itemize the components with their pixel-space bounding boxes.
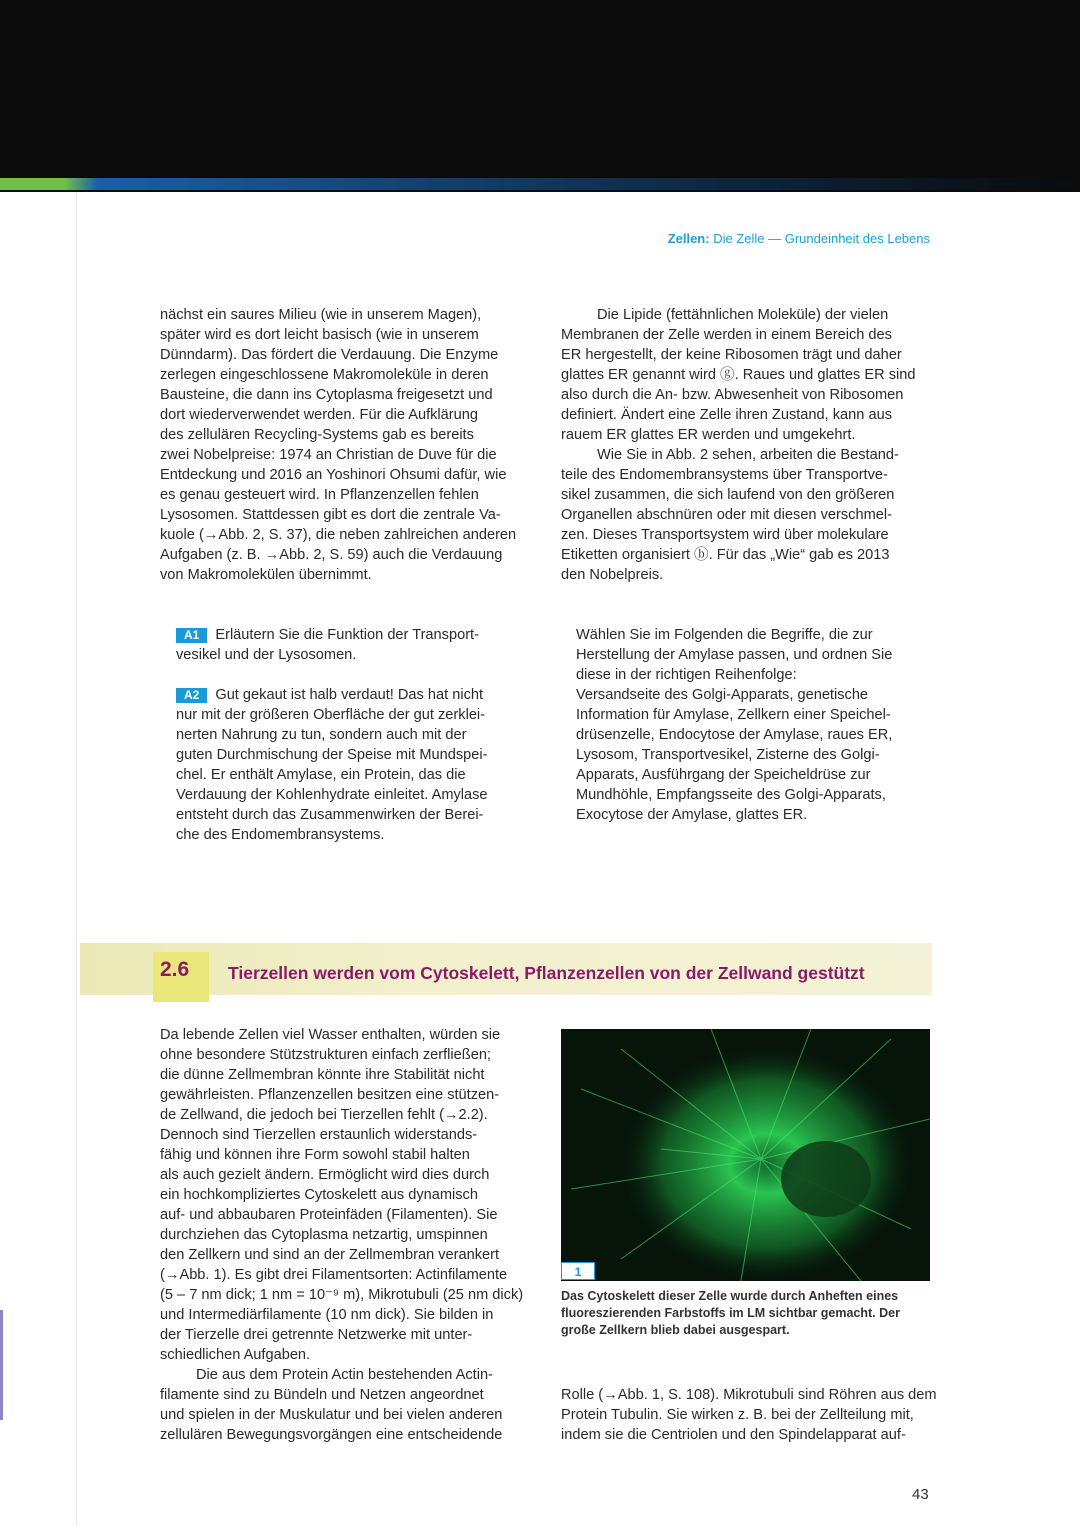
text-line: chel. Er enthält Amylase, ein Protein, das die — [176, 767, 466, 783]
text-line: Die aus dem Protein Actin bestehenden Actin- — [196, 1367, 493, 1383]
section-number: 2.6 — [160, 958, 190, 981]
text-line: Organellen abschnüren oder mit diesen verschmel- — [561, 507, 892, 523]
task-a1 — [176, 625, 479, 665]
text-line: und spielen in der Muskulatur und bei vielen anderen — [160, 1407, 503, 1423]
text-line: Information für Amylase, Zellkern einer Speichel- — [576, 707, 891, 723]
text-line: Lysosom, Transportvesikel, Zisterne des Golgi- — [576, 747, 880, 763]
text-line: definiert. Ändert eine Zelle ihren Zustand, kann aus — [561, 407, 892, 423]
text-line: filamente sind zu Bündeln und Netzen angeordnet — [160, 1387, 484, 1403]
bottom-right-text — [561, 1385, 937, 1445]
text-line: kuole (→Abb. 2, S. 37), die neben zahlreichen anderen — [160, 527, 517, 543]
task-a2-continued — [576, 625, 892, 825]
text-line: von Makromolekülen übernimmt. — [160, 567, 372, 583]
top-left-text — [160, 305, 516, 585]
figure-number: 1 — [561, 1262, 595, 1280]
text-line: rauem ER glattes ER werden und umgekehrt. — [561, 427, 856, 443]
page-number: 43 — [912, 1486, 929, 1503]
text-line: schiedlichen Aufgaben. — [160, 1347, 311, 1363]
running-head-chapter: Zellen: — [667, 231, 710, 246]
text-line: fähig und können ihre Form sowohl stabil halten — [160, 1147, 470, 1163]
task-label-a2: A2 — [176, 688, 207, 703]
text-line: als auch gezielt ändern. Ermöglicht wird dies durch — [160, 1167, 490, 1183]
task-a2 — [176, 685, 488, 845]
text-line: Aufgaben (z. B. →Abb. 2, S. 59) auch die Verdauung — [160, 547, 503, 563]
text-line: den Nobelpreis. — [561, 567, 664, 583]
text-line: glattes ER genannt wird ⓖ. Raues und glattes ER sind — [561, 367, 916, 383]
text-line: Herstellung der Amylase passen, und ordnen Sie — [576, 647, 893, 663]
text-line: sikel zusammen, die sich laufend von den größeren — [561, 487, 895, 503]
text-line: große Zellkern blieb dabei ausgespart. — [561, 1323, 790, 1337]
text-line: Das Cytoskelett dieser Zelle wurde durch Anheften eines — [561, 1289, 899, 1303]
text-line: ER hergestellt, der keine Ribosomen trägt und daher — [561, 347, 902, 363]
bottom-left-text — [160, 1025, 523, 1445]
running-head — [668, 231, 930, 246]
text-line: Entdeckung und 2016 an Yoshinori Ohsumi dafür, wie — [160, 467, 507, 483]
text-line: zwei Nobelpreise: 1974 an Christian de Duve für die — [160, 447, 497, 463]
text-line: Erläutern Sie die Funktion der Transport- — [215, 627, 479, 643]
text-line: auf- und abbaubaren Proteinfäden (Filamenten). Sie — [160, 1207, 498, 1223]
text-line: gewährleisten. Pflanzenzellen besitzen eine stützen- — [160, 1087, 500, 1103]
scan-edge-strip — [0, 178, 1080, 190]
text-line: nerten Nahrung zu tun, sondern auch mit der — [176, 727, 467, 743]
text-line: Verdauung der Kohlenhydrate einleitet. Amylase — [176, 787, 488, 803]
running-head-title: Die Zelle — Grundeinheit des Lebens — [709, 231, 930, 246]
text-line: nur mit der größeren Oberfläche der gut zerklei- — [176, 707, 486, 723]
scan-background — [0, 0, 1080, 192]
text-line: ohne besondere Stützstrukturen einfach zerfließen; — [160, 1047, 491, 1063]
text-line: Exocytose der Amylase, glattes ER. — [576, 807, 808, 823]
top-right-text — [561, 305, 916, 585]
text-line: Bausteine, die dann ins Cytoplasma freigesetzt und — [160, 387, 493, 403]
text-line: drüsenzelle, Endocytose der Amylase, raues ER, — [576, 727, 893, 743]
text-line: des zellulären Recycling-Systems gab es bereits — [160, 427, 474, 443]
text-line: Gut gekaut ist halb verdaut! Das hat nicht — [215, 687, 484, 703]
text-line: Wie Sie in Abb. 2 sehen, arbeiten die Bestand- — [597, 447, 899, 463]
text-line: vesikel und der Lysosomen. — [176, 647, 357, 663]
text-line: Rolle (→Abb. 1, S. 108). Mikrotubuli sind Röhren aus dem — [561, 1387, 937, 1403]
text-line: Wählen Sie im Folgenden die Begriffe, die zur — [576, 627, 873, 643]
text-line: der Tierzelle drei getrennte Netzwerke mit unter- — [160, 1327, 473, 1343]
text-line: zen. Dieses Transportsystem wird über molekulare — [561, 527, 889, 543]
cytoskeleton-image — [561, 1029, 930, 1281]
text-line: (5 – 7 nm dick; 1 nm = 10⁻⁹ m), Mikrotubuli (25 nm dick) — [160, 1287, 524, 1303]
text-line: später wird es dort leicht basisch (wie in unserem — [160, 327, 479, 343]
figure-caption — [561, 1288, 900, 1339]
text-line: Protein Tubulin. Sie wirken z. B. bei der Zellteilung mit, — [561, 1407, 914, 1423]
cytoskeleton-micrograph — [561, 1029, 930, 1281]
text-line: Da lebende Zellen viel Wasser enthalten, würden sie — [160, 1027, 501, 1043]
section-title: Tierzellen werden vom Cytoskelett, Pflanzenzellen von der Zellwand gestützt — [228, 963, 865, 983]
text-line: ein hochkompliziertes Cytoskelett aus dynamisch — [160, 1187, 478, 1203]
text-line: Dünndarm). Das fördert die Verdauung. Die Enzyme — [160, 347, 499, 363]
text-line: durchziehen das Cytoplasma netzartig, umspinnen — [160, 1227, 488, 1243]
text-line: den Zellkern und sind an der Zellmembran verankert — [160, 1247, 500, 1263]
task-label-a1: A1 — [176, 628, 207, 643]
page-edge — [76, 192, 77, 1526]
text-line: indem sie die Centriolen und den Spindelapparat auf- — [561, 1427, 906, 1443]
text-line: es genau gesteuert wird. In Pflanzenzellen fehlen — [160, 487, 479, 503]
text-line: die dünne Zellmembran könnte ihre Stabilität nicht — [160, 1067, 485, 1083]
text-line: che des Endomembransystems. — [176, 827, 385, 843]
text-line: Lysosomen. Stattdessen gibt es dort die zentrale Va- — [160, 507, 501, 523]
text-line: entsteht durch das Zusammenwirken der Berei- — [176, 807, 484, 823]
text-line: diese in der richtigen Reihenfolge: — [576, 667, 797, 683]
text-line: (→Abb. 1). Es gibt drei Filamentsorten: Actinfilamente — [160, 1267, 508, 1283]
text-line: also durch die An- bzw. Abwesenheit von Ribosomen — [561, 387, 904, 403]
text-line: zellulären Bewegungsvorgängen eine entscheidende — [160, 1427, 503, 1443]
text-line: zerlegen eingeschlossene Makromoleküle in deren — [160, 367, 489, 383]
text-line: fluoreszierenden Farbstoffs im LM sichtbar gemacht. Der — [561, 1306, 900, 1320]
text-line: teile des Endomembransystems über Transportve- — [561, 467, 888, 483]
text-line: guten Durchmischung der Speise mit Mundspei- — [176, 747, 488, 763]
side-marker — [0, 1310, 3, 1420]
text-line: nächst ein saures Milieu (wie in unserem Magen), — [160, 307, 482, 323]
text-line: Apparats, Ausführgang der Speicheldrüse zur — [576, 767, 871, 783]
text-line: de Zellwand, die jedoch bei Tierzellen fehlt (→2.2). — [160, 1107, 488, 1123]
text-line: Mundhöhle, Empfangsseite des Golgi-Apparats, — [576, 787, 886, 803]
text-line: Die Lipide (fettähnlichen Moleküle) der vielen — [597, 307, 889, 323]
text-line: Etiketten organisiert ⓑ. Für das „Wie“ gab es 2013 — [561, 547, 890, 563]
text-line: Versandseite des Golgi-Apparats, genetische — [576, 687, 869, 703]
text-line: dort wiederverwendet werden. Für die Aufklärung — [160, 407, 478, 423]
text-line: Dennoch sind Tierzellen erstaunlich widerstands- — [160, 1127, 478, 1143]
text-line: Membranen der Zelle werden in einem Bereich des — [561, 327, 892, 343]
text-line: und Intermediärfilamente (10 nm dick). Sie bilden in — [160, 1307, 494, 1323]
